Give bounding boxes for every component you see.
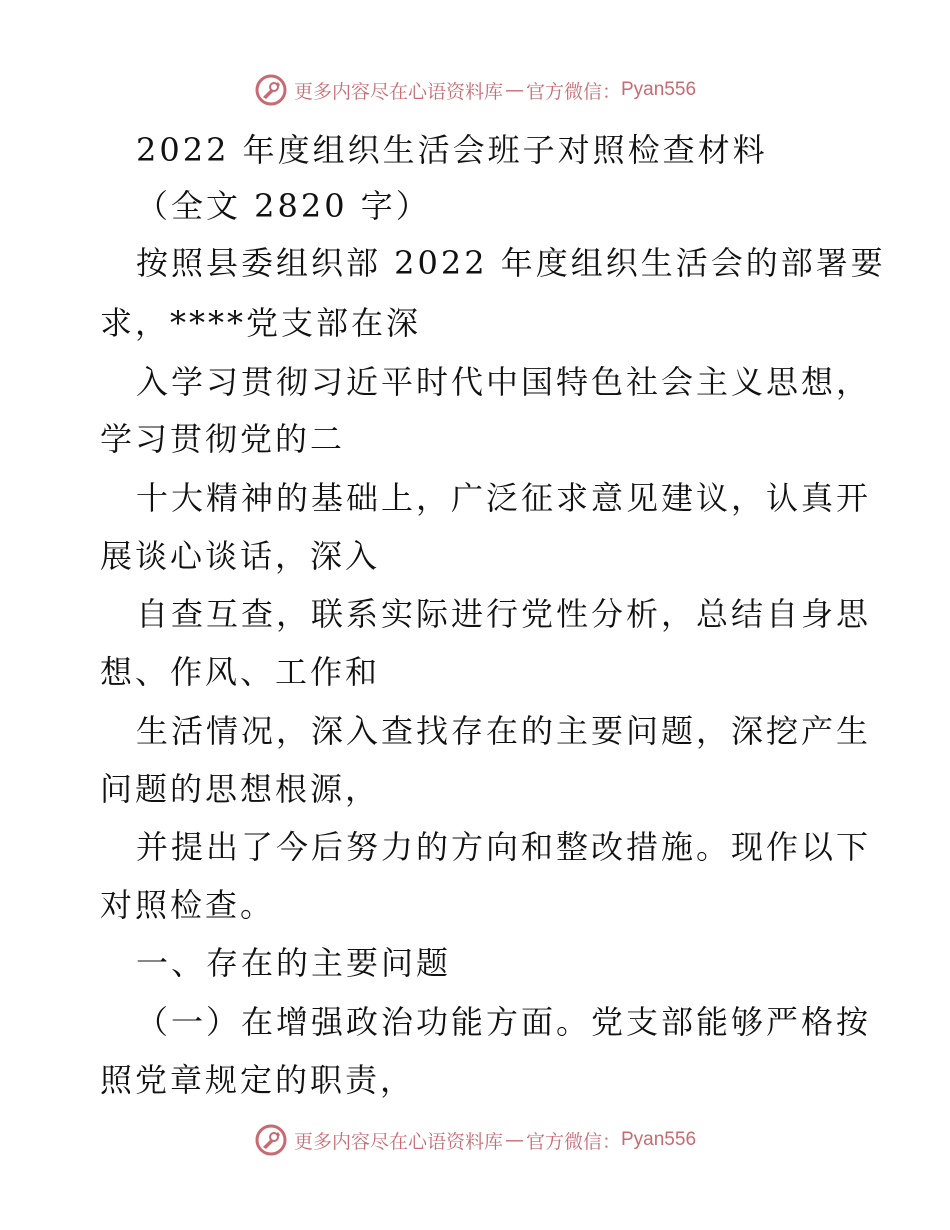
paragraph-line: 十大精神的基础上，广泛征求意见建议，认真开: [136, 479, 872, 517]
paragraph-line: 想、作风、工作和: [100, 653, 381, 691]
paragraph-line: 照党章规定的职责，: [100, 1061, 416, 1099]
paragraph-line: 对照检查。: [100, 886, 276, 924]
paragraph-line: 并提出了今后努力的方向和整改措施。现作以下: [136, 828, 872, 866]
watermark-handle: Pyan556: [621, 1129, 697, 1150]
watermark-separator: —: [504, 79, 524, 101]
word-count: （全文 2820 字）: [136, 187, 431, 225]
paragraph-line: 按照县委组织部 2022 年度组织生活会的部署要: [136, 244, 886, 282]
watermark-text: 更多内容尽在心语资料库: [293, 80, 503, 103]
paragraph-line: 学习贯彻党的二: [100, 420, 346, 458]
watermark-text: 更多内容尽在心语资料库: [293, 1130, 503, 1153]
quill-logo-icon: [254, 1123, 288, 1157]
section-heading: 一、存在的主要问题: [136, 944, 452, 982]
paragraph-line: 展谈心谈话，深入: [100, 537, 381, 575]
watermark-label: 官方微信：: [525, 1130, 621, 1153]
paragraph-line: 生活情况，深入查找存在的主要问题，深挖产生: [136, 712, 872, 750]
watermark-label: 官方微信：: [525, 80, 621, 103]
paragraph-line: 问题的思想根源，: [100, 770, 381, 808]
header-watermark: [0, 72, 950, 108]
quill-logo-icon: [254, 73, 288, 107]
paragraph-line: 求，****党支部在深: [100, 304, 422, 342]
document-title: 2022 年度组织生活会班子对照检查材料: [136, 131, 768, 169]
paragraph-line: 自查互查，联系实际进行党性分析，总结自身思: [136, 595, 872, 633]
watermark-separator: —: [504, 1129, 524, 1151]
subsection-heading: （一）在增强政治功能方面。党支部能够严格按: [136, 1003, 872, 1041]
watermark-handle: Pyan556: [621, 79, 697, 100]
footer-watermark: [0, 1122, 950, 1158]
paragraph-line: 入学习贯彻习近平时代中国特色社会主义思想，: [136, 363, 872, 401]
